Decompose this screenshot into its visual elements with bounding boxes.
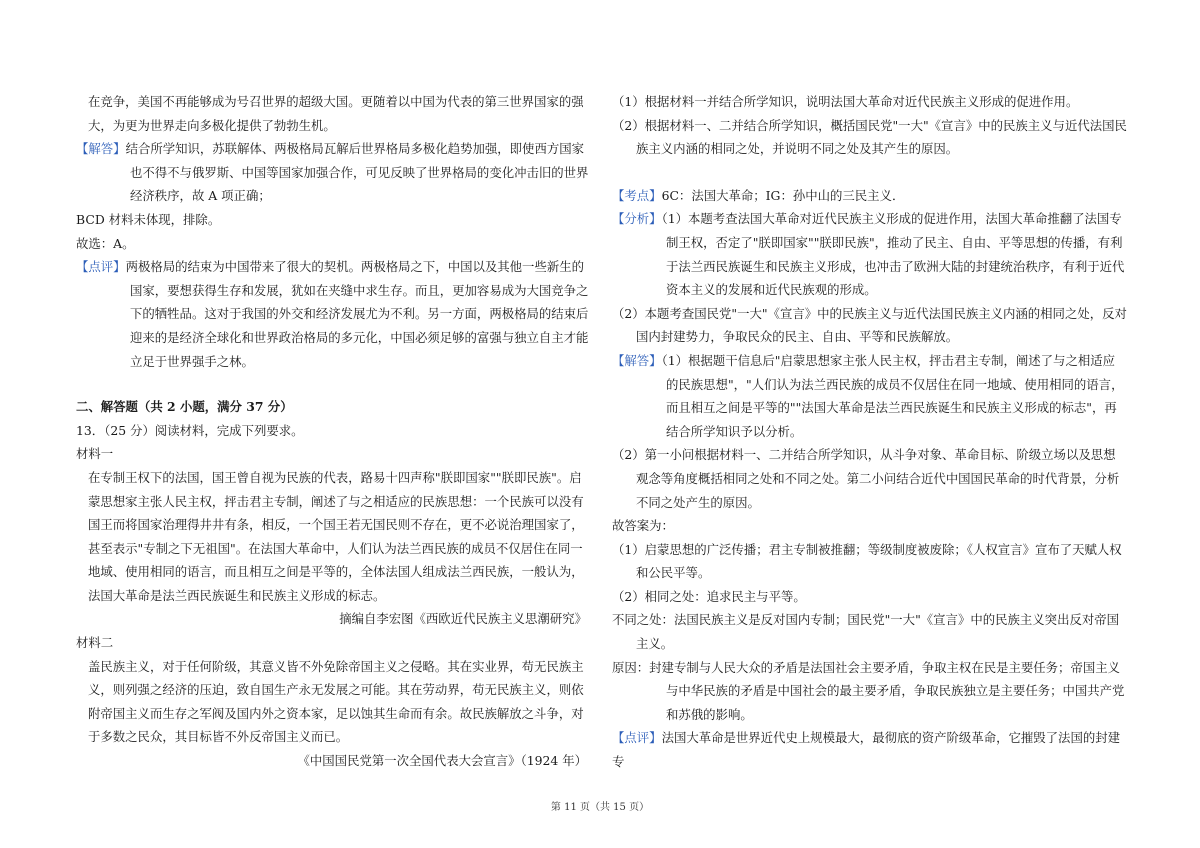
dianping-paragraph xyxy=(612,726,1127,773)
q12-analysis-continued: 在竞争，美国不再能够成为号召世界的超级大国。更随着以中国为代表的第三世界国家的强大，为更为世界走向多极化提供了勃勃生机。 xyxy=(88,94,584,133)
kaodian-paragraph xyxy=(612,184,1127,208)
material1-source: 摘编自李宏图《西欧近代民族主义思潮研究》 xyxy=(339,611,587,627)
requirement-1: （1）根据材料一并结合所学知识，说明法国大革命对近代民族主义形成的促进作用。 xyxy=(612,94,1079,109)
comment-text: 两极格局的结束为中国带来了很大的契机。两极格局之下，中国以及其他一些新生的国家，要想获得生存和发展，犹如在夹缝中求生存。而且，更加容易成为大国竞争之下的牺牲品。这对于我国的外交和经济发展尤为不利。另一方面，两极格局的结束后迎来的是经济全球化和世界政治格局的多元化，中国必须足够的富强与独立自主才能立足于世界强手之林。 xyxy=(125,259,589,369)
dianping-text: 法国大革命是世界近代史上规模最大，最彻底的资产阶级革命，它摧毁了法国的封建专 xyxy=(612,730,1121,770)
answer-text: 结合所学知识，苏联解体、两极格局瓦解后世界格局多极化趋势加强，即使西方国家也不得不与俄罗斯、中国等国家加强合作，可见反映了世界格局的变化冲击旧的世界经济秩序，故 A 项正确； xyxy=(125,141,589,204)
left-column xyxy=(76,90,591,773)
jieda-tag: 【解答】 xyxy=(612,352,662,368)
jieda-text-2: （2）第一小问根据材料一、二并结合所学知识，从斗争对象、革命目标、阶级立场以及思想观念等角度概括相同之处和不同之处。第二小问结合近代中国国民革命的时代背景，分析不同之处产生的原因。 xyxy=(612,447,1120,510)
answer-tag: 【解答】 xyxy=(76,141,126,157)
dianping-tag: 【点评】 xyxy=(612,730,662,746)
material2-label: 材料二 xyxy=(76,635,114,651)
fenxi-text-2: （2）本题考查国民党"一大"《宣言》中的民族主义与近代法国民族主义内涵的相同之处，反对国内封建势力，争取民众的民主、自由、平等和民族解放。 xyxy=(612,305,1127,345)
material1-label: 材料一 xyxy=(76,446,114,462)
material1-text: 在专制王权下的法国，国王曾自视为民族的代表，路易十四声称"朕即国家""朕即民族"。启蒙思想家主张人民主权，抨击君主专制，阐述了与之相适应的民族思想：一个民族可以没有国王而将国家治理得井井有条，相反，一个国王若无国民则不存在，更不必说治理国家了，甚至表示"专制之下无祖国"。在法国大革命中，人们认为法兰西民族的成员不仅居住在同一地域、使用相同的语言，而且相互之间是平等的，全体法国人组成法兰西民族，一般认为，法国大革命是法兰西民族诞生和民族主义形成的标志。 xyxy=(88,469,584,603)
choice-line: 故选：A。 xyxy=(76,235,135,251)
material2-text: 盖民族主义，对于任何阶级，其意义皆不外免除帝国主义之侵略。其在实业界，苟无民族主义，则列强之经济的压迫，致自国生产永无发展之可能。其在劳动界，苟无民族主义，则依附帝国主义而生存之军阀及国内外之资本家，足以蚀其生命而有余。故民族解放之斗争，对于多数之民众，其目标皆不外反帝国主义而已。 xyxy=(88,658,584,745)
q13-stem: 13．（25 分）阅读材料，完成下列要求。 xyxy=(76,422,304,438)
answer-paragraph xyxy=(76,137,591,208)
comment-paragraph xyxy=(76,255,591,373)
fenxi-paragraph xyxy=(612,207,1127,301)
answer-difference: 不同之处：法国民族主义是反对国内专制；国民党"一大"《宣言》中的民族主义突出反对帝国主义。 xyxy=(612,612,1120,652)
jieda-text-1: （1）根据题干信息后"启蒙思想家主张人民主权，抨击君主专制，阐述了与之相适应的民族思想"，"人们认为法兰西民族的成员不仅居住在同一地域、使用相同的语言，而且相互之间是平等的""法国大革命是法兰西民族诞生和民族主义形成的标志"，再结合所学知识予以分析。 xyxy=(661,352,1124,439)
bcd-excluded: BCD 材料未体现，排除。 xyxy=(76,211,221,227)
section-heading: 二、解答题（共 2 小题，满分 37 分） xyxy=(76,399,293,415)
fenxi-tag: 【分析】 xyxy=(612,211,662,227)
kaodian-text: 6C：法国大革命；IG：孙中山的三民主义． xyxy=(661,187,905,203)
page-footer: 第 11 页（共 15 页） xyxy=(550,802,650,813)
comment-tag: 【点评】 xyxy=(76,259,126,275)
answer-item-2: （2）相同之处：追求民主与平等。 xyxy=(612,588,806,604)
fenxi-text-1: （1）本题考查法国大革命对近代民族主义形成的促进作用，法国大革命推翻了法国专制王权，否定了"朕即国家""朕即民族"，推动了民主、自由、平等思想的传播，有利于法兰西民族诞生和民族主义形成，也冲击了欧洲大陆的封建统治秩序，有利于近代资本主义的发展和近代民族观的形成。 xyxy=(661,211,1125,298)
answer-reason: 原因：封建专制与人民大众的矛盾是法国社会主要矛盾，争取主权在民是主要任务；帝国主义与中华民族的矛盾是中国社会的最主要矛盾，争取民族独立是主要任务；中国共产党和苏俄的影响。 xyxy=(612,659,1125,722)
material2-source: 《中国国民党第一次全国代表大会宣言》（1924 年） xyxy=(297,753,587,769)
jieda-paragraph xyxy=(612,349,1127,443)
answer-label: 故答案为： xyxy=(612,518,674,534)
right-column xyxy=(612,90,1127,774)
requirement-2: （2）根据材料一、二并结合所学知识，概括国民党"一大"《宣言》中的民族主义与近代法国民族主义内涵的相同之处，并说明不同之处及其产生的原因。 xyxy=(612,117,1127,157)
kaodian-tag: 【考点】 xyxy=(612,187,662,203)
spacer xyxy=(612,161,1127,184)
answer-item-1: （1）启蒙思想的广泛传播；君主专制被推翻；等级制度被废除；《人权宣言》宣布了天赋人权和公民平等。 xyxy=(612,541,1122,581)
